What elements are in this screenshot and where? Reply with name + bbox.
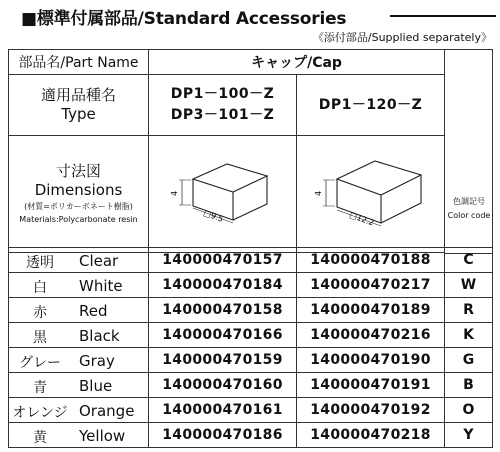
table-row bbox=[9, 348, 493, 373]
color-rows-table bbox=[8, 247, 493, 448]
type-label-en: Type bbox=[61, 105, 96, 123]
color-name-ja: 黄 bbox=[33, 430, 47, 446]
table-row bbox=[9, 398, 493, 423]
table-row bbox=[9, 373, 493, 398]
color-name-ja: 青 bbox=[33, 380, 47, 396]
color-name-en: Red bbox=[79, 302, 108, 320]
dimensions-label-cell bbox=[9, 136, 149, 253]
page-title: ■標準付属部品/Standard Accessories bbox=[21, 9, 347, 29]
color-name-ja: グレー bbox=[19, 355, 61, 371]
color-name-ja: オレンジ bbox=[12, 405, 68, 421]
accessories-table bbox=[8, 49, 493, 254]
title-rule bbox=[390, 15, 496, 17]
subtitle: 《添付部品/Supplied separately》 bbox=[312, 31, 492, 44]
dimensions-row bbox=[9, 136, 493, 253]
color-name-ja: 透明 bbox=[26, 255, 54, 271]
part-code-1: 140000470161 bbox=[149, 398, 297, 423]
color-name-cell bbox=[9, 398, 149, 423]
part-name-label: 部品名/Part Name bbox=[9, 50, 149, 75]
color-code: C bbox=[445, 248, 493, 273]
part-code-2: 140000470216 bbox=[297, 323, 445, 348]
cap-drawing-1 bbox=[163, 154, 283, 234]
part-code-2: 140000470188 bbox=[297, 248, 445, 273]
part-code-2: 140000470218 bbox=[297, 423, 445, 448]
table-row bbox=[9, 248, 493, 273]
type-label-cell bbox=[9, 75, 149, 136]
part-code-1: 140000470158 bbox=[149, 298, 297, 323]
color-code-header bbox=[446, 195, 492, 223]
color-name-ja: 赤 bbox=[33, 305, 47, 321]
color-name-cell bbox=[9, 298, 149, 323]
part-name-row bbox=[9, 50, 493, 75]
table-row bbox=[9, 323, 493, 348]
color-code: K bbox=[445, 323, 493, 348]
part-code-2: 140000470190 bbox=[297, 348, 445, 373]
color-rows bbox=[9, 248, 493, 448]
part-code-2: 140000470192 bbox=[297, 398, 445, 423]
cap2-size-label: □12.2 bbox=[347, 210, 375, 228]
part-code-1: 140000470160 bbox=[149, 373, 297, 398]
color-name-en: Yellow bbox=[79, 427, 126, 445]
color-code: R bbox=[445, 298, 493, 323]
title-row bbox=[4, 3, 496, 29]
drawing-1-cell bbox=[149, 136, 297, 253]
color-name-en: White bbox=[79, 277, 123, 295]
color-name-cell bbox=[9, 423, 149, 448]
color-code: G bbox=[445, 348, 493, 373]
part-code-2: 140000470217 bbox=[297, 273, 445, 298]
type-row bbox=[9, 75, 493, 136]
color-name-cell bbox=[9, 348, 149, 373]
color-code: W bbox=[445, 273, 493, 298]
color-name-cell bbox=[9, 373, 149, 398]
color-name-en: Black bbox=[79, 327, 120, 345]
color-code: Y bbox=[445, 423, 493, 448]
table-row bbox=[9, 273, 493, 298]
color-code-label-ja: 色調記号 bbox=[453, 197, 485, 206]
color-name-cell bbox=[9, 248, 149, 273]
part-code-1: 140000470157 bbox=[149, 248, 297, 273]
color-code-label-en: Color code bbox=[447, 211, 491, 220]
part-code-1: 140000470159 bbox=[149, 348, 297, 373]
part-code-1: 140000470166 bbox=[149, 323, 297, 348]
type-col1-cell bbox=[149, 75, 297, 136]
cap1-size-label: □9.5 bbox=[201, 208, 224, 224]
cap2-top-face bbox=[337, 161, 421, 195]
table-row bbox=[9, 423, 493, 448]
dimensions-label-en: Dimensions bbox=[34, 181, 123, 199]
part-code-1: 140000470184 bbox=[149, 273, 297, 298]
color-name-en: Clear bbox=[79, 252, 119, 270]
color-name-en: Orange bbox=[79, 402, 135, 420]
cap1-side-face bbox=[233, 176, 267, 220]
color-name-ja: 白 bbox=[33, 280, 47, 296]
part-code-2: 140000470191 bbox=[297, 373, 445, 398]
color-code: B bbox=[445, 373, 493, 398]
table-row bbox=[9, 298, 493, 323]
material-en: Materials:Polycarbonate resin bbox=[19, 215, 138, 224]
color-name-cell bbox=[9, 273, 149, 298]
color-name-ja: 黒 bbox=[33, 330, 47, 346]
color-code: O bbox=[445, 398, 493, 423]
dimensions-label-ja: 寸法図 bbox=[55, 162, 101, 180]
part-code-2: 140000470189 bbox=[297, 298, 445, 323]
cap-drawing-2 bbox=[309, 153, 433, 235]
cap2-side-face bbox=[381, 175, 421, 223]
cap1-top-face bbox=[193, 164, 267, 192]
material-ja: (材質=ポリカーボネート樹脂) bbox=[24, 202, 133, 211]
cap2-height-label: 4 bbox=[313, 190, 323, 196]
color-name-en: Blue bbox=[79, 377, 113, 395]
type-col1-line2: DP3－101－Z bbox=[170, 107, 275, 123]
drawing-2-cell bbox=[297, 136, 445, 253]
type-col1-line1: DP1－100－Z bbox=[170, 86, 275, 102]
type-label-ja: 適用品種名 bbox=[40, 86, 116, 104]
cap1-height-label: 4 bbox=[169, 190, 179, 196]
type-col2-cell: DP1－120－Z bbox=[297, 75, 445, 136]
color-name-en: Gray bbox=[79, 352, 115, 370]
color-name-cell bbox=[9, 323, 149, 348]
part-name-value: キャップ/Cap bbox=[149, 50, 445, 75]
part-code-1: 140000470186 bbox=[149, 423, 297, 448]
